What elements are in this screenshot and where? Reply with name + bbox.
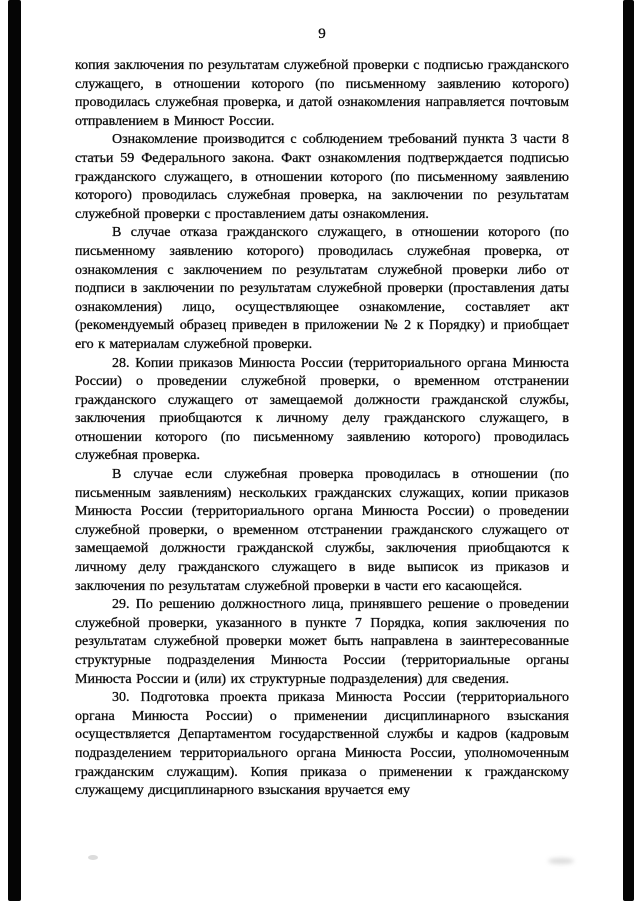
- scan-edge-left: [8, 0, 21, 901]
- scan-artifact: [88, 855, 98, 860]
- document-page: [75, 26, 569, 801]
- paragraph-continuation: копия заключения по результатам служебной проверки с подписью гражданского служащего, в отношении которого (по письменному заявлению которого) проводилась служебная проверка, и датой ознакомления направляется почтовым отправлением в Минюст России.: [75, 58, 569, 129]
- paragraph-oznakomlenie: Ознакомление производится с соблюдением требований пункта 3 части 8 статьи 59 Федерального закона. Факт ознакомления подтверждается подписью гражданского служащего, в отношении которого (по письменному заявлению которого) проводилась служебная проверка, на заключении по результатам служебной проверки с проставлением даты ознакомления.: [75, 132, 569, 222]
- paragraph-item-30: 30. Подготовка проекта приказа Минюста России (территориального органа Минюста России) о применении дисциплинарного взыскания осуществляется Департаментом государственной службы и кадров (кадровым подразделением территориального органа Минюста России, уполномоченным гражданским служащим). Копия приказа о применении к гражданскому служащему дисциплинарного взыскания вручается ему: [75, 690, 569, 799]
- paragraph-otkaz: В случае отказа гражданского служащего, в отношении которого (по письменному заявлению которого) проводилась служебная проверка, от ознакомления с заключением по результатам служебной проверки либо от подписи в заключении по результатам служебной проверки (проставления даты ознакомления) лицо, осуществляющее ознакомление, составляет акт (рекомендуемый образец приведен в приложении № 2 к Порядку) и приобщает его к материалам служебной проверки.: [75, 225, 569, 352]
- scan-artifact: [548, 858, 574, 864]
- paragraph-item-29: 29. По решению должностного лица, принявшего решение о проведении служебной проверки, указанного в пункте 7 Порядка, копия заключения по результатам служебной проверки может быть направлена в заинтересованные структурные подразделения Минюста России (территориальные органы Минюста России и (или) их структурные подразделения) для сведения.: [75, 597, 569, 687]
- scan-edge-right: [623, 0, 634, 901]
- paragraph-item-28-continued: В случае если служебная проверка проводилась в отношении (по письменным заявлениям) нескольких гражданских служащих, копии приказов Минюста России (территориального органа Минюста России) о проведении служебной проверки, о временном отстранении гражданского служащего от замещаемой должности гражданской службы, заключения приобщаются к личному делу гражданского служащего в виде выписок из приказов и заключения по результатам служебной проверки в части его касающейся.: [75, 467, 569, 594]
- page-number: 9: [318, 26, 326, 42]
- paragraph-item-28: 28. Копии приказов Минюста России (территориального органа Минюста России) о проведении служебной проверки, о временном отстранении гражданского служащего от замещаемой должности гражданской службы, заключения приобщаются к личному делу гражданского служащего, в отношении которого (по письменному заявлению которого) проводилась служебная проверка.: [75, 355, 569, 464]
